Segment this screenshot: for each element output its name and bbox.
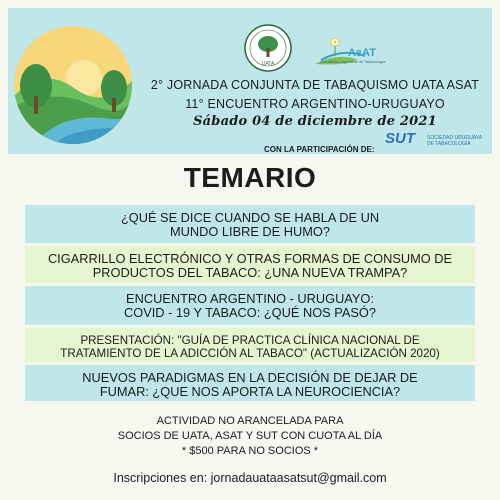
topic-item xyxy=(25,246,475,283)
event-title: 2° JORNADA CONJUNTA DE TABAQUISMO UATA ASAT xyxy=(150,78,480,92)
topic-line: COVID - 19 Y TABACO: ¿QUÉ NOS PASÓ? xyxy=(124,305,376,320)
event-subtitle: 11° ENCUENTRO ARGENTINO-URUGUAYO xyxy=(185,97,445,111)
landscape-illustration xyxy=(14,26,132,144)
asat-name: AsAT xyxy=(348,47,376,59)
activity-line: * $500 PARA NO SOCIOS * xyxy=(181,445,319,457)
inscriptions-contact: Inscripciones en: jornadauataasatsut@gmail.com xyxy=(113,471,387,485)
topic-line: CIGARRILLO ELECTRÓNICO Y OTRAS FORMAS DE CONSUMO DE xyxy=(47,251,453,266)
topic-line: FUMAR: ¿QUE NOS APORTA LA NEUROCIENCIA? xyxy=(99,384,401,399)
topic-line: TRATAMIENTO DE LA ADICCIÓN AL TABACO" (ACTUALIZACIÓN 2020) xyxy=(60,347,440,360)
activity-note xyxy=(0,414,500,459)
event-date: Sábado 04 de diciembre de 2021 xyxy=(193,114,437,129)
topic-item xyxy=(25,205,475,243)
topic-item xyxy=(25,365,475,401)
topic-line: ¿QUÉ SE DICE CUANDO SE HABLA DE UN xyxy=(120,210,380,225)
uata-logo xyxy=(244,24,292,72)
topic-item xyxy=(25,286,475,325)
activity-line: ACTIVIDAD NO ARANCELADA PARA xyxy=(156,415,344,427)
sut-description: SOCIEDAD URUGUAYA DE TABACOLOGÍA xyxy=(427,135,482,147)
sut-mark: SUT xyxy=(385,130,415,147)
uata-logo-text: UATA xyxy=(261,61,275,67)
header-banner xyxy=(8,8,492,154)
asat-subtitle: Asociación Argentina de Tabacología xyxy=(320,59,386,64)
topic-line: ENCUENTRO ARGENTINO - URUGUAYO: xyxy=(126,291,374,306)
topic-line: NUEVOS PARADIGMAS EN LA DECISIÓN DE DEJAR DE xyxy=(82,370,418,385)
participation-label: CON LA PARTICIPACIÓN DE: xyxy=(264,145,375,154)
topic-line: PRESENTACIÓN: "GUÍA DE PRACTICA CLÍNICA NACIONAL DE xyxy=(80,334,420,347)
topic-line: MUNDO LIBRE DE HUMO? xyxy=(170,224,330,239)
page-title: TEMARIO xyxy=(183,162,317,193)
sut-logo xyxy=(385,130,415,148)
activity-line: SOCIOS DE UATA, ASAT Y SUT CON CUOTA AL DÍA xyxy=(117,430,383,442)
topic-item xyxy=(25,328,475,362)
topic-line: PRODUCTOS DEL TABACO: ¿UNA NUEVA TRAMPA? xyxy=(92,265,408,280)
